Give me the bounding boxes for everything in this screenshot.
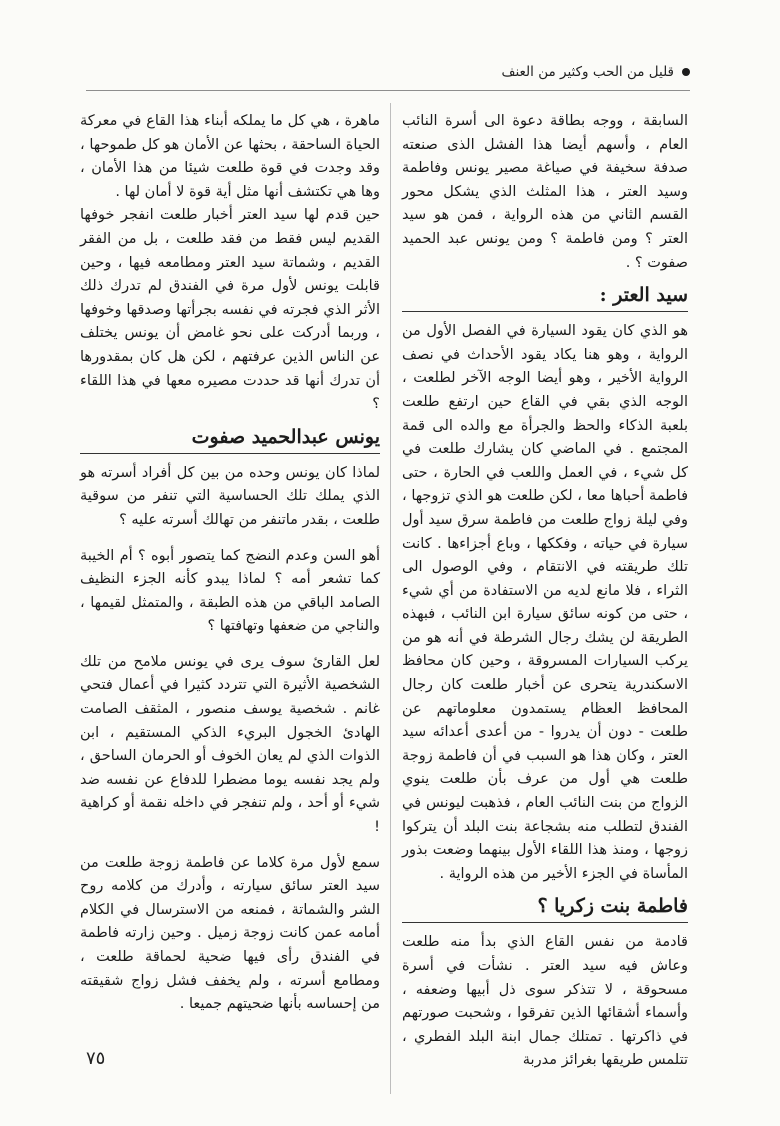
paragraph: لماذا كان يونس وحده من بين كل أفراد أسرته هو الذي يملك تلك الحساسية التي تنفر من سوقية طلعت ، بقدر ماتنفر من تهالك أسرته عليه ؟ [80, 464, 380, 528]
paragraph: حين قدم لها سيد العتر أخبار طلعت انفجر خوفها القديم ليس فقط من فقد طلعت ، بل من الفقر القديم ، وشماتة سيد العتر ومطامعه فيها ، وحين قابلت يونس لأول مرة في الفندق لم تدرك ذلك الأثر الذي فجرته في نفسه بجرأتها وصدقها وخوفها ، وربما أدركت على نحو غامض أن يونس يختلف عن الناس الذين عرفتهم ، لكن هل كان بمقدورها أن تدرك أنها قد حددت مصيره معها في هذا اللقاء ؟ [80, 207, 380, 413]
column-divider [390, 103, 391, 1094]
bullet-icon [682, 68, 690, 76]
paragraph: لعل القارئ سوف يرى في يونس ملامح من تلك الشخصية الأثيرة التي تتردد كثيرا في أعمال فتحي غانم . شخصية يوسف منصور ، المثقف الصامت الهادئ الخجول البريء الذكي المستقيم ، ابن الذوات الذي لم يعان الخوف أو الحرمان الساحق ، ولم يجد نفسه يوما مضطرا للدفاع عن نفسه ضد شيء أو أحد ، ولم تنفجر في داخله نقمة أو كراهية ! [80, 653, 380, 836]
section-heading: فاطمة بنت زكريا ؟ [402, 892, 688, 923]
paragraph: ماهرة ، هي كل ما يملكه أبناء هذا القاع في معركة الحياة الساحقة ، بحثها عن الأمان هو كل طموحها ، وقد وجدت في قوة طلعت شيئا من هذا الأمان ، وها هي تكتشف أنها مثل أية قوة لا أمان لها . [80, 113, 380, 200]
running-title: قليل من الحب وكثير من العنف [501, 64, 674, 80]
section-heading: يونس عبدالحميد صفوت [80, 423, 380, 454]
paragraph: سمع لأول مرة كلاما عن فاطمة زوجة طلعت من سيد العتر سائق سيارته ، وأدرك من كلامه روح الشر والشماتة ، فمنعه من الاسترسال في الكلام أمامه عمن كانت زوجة زميل . وحين زارته فاطمة في الفندق رأى فيها ضحية لحماقة طلعت ، ومطامع أسرته ، ولم يخفف فشل زواج شقيقته من إحساسه بأنها ضحيتهم جميعا . [80, 854, 380, 1013]
running-header [86, 64, 690, 91]
section-heading: سيد العتر : [402, 281, 688, 312]
page-number: ٧٥ [86, 1048, 106, 1069]
right-column [402, 110, 688, 1073]
left-column [80, 110, 380, 1017]
paragraph: أهو السن وعدم النضج كما يتصور أبوه ؟ أم الخيبة كما تشعر أمه ؟ لماذا يبدو كأنه الجزء النظيف الصامد الباقي من هذه الطبقة ، والمتمثل لقيمها ، والناجي من ضعفها وتهافتها ؟ [80, 547, 380, 635]
paragraph: قادمة من نفس القاع الذي بدأ منه طلعت وعاش فيه سيد العتر . نشأت في أسرة مسحوقة ، لا تتذكر سوى ذل أبيها وضعفه ، وأسماء أشقائها الذين تفرقوا ، وشحبت صورتهم في ذاكرتها . تمتلك جمال ابنة البلد الفطري ، تتلمس طريقها بغرائز مدربة [402, 934, 688, 1069]
paragraph: السابقة ، ووجه بطاقة دعوة الى أسرة النائب العام ، وأسهم أيضا هذا الفشل الذى صنعته صدفة سخيفة في صياغة مصير يونس وفاطمة وسيد العتر ، هذا المثلث الذي يشكل محور القسم الثاني من هذه الرواية ، فمن هو سيد العتر ؟ ومن فاطمة ؟ ومن يونس عبد الحميد صفوت ؟ . [402, 113, 688, 271]
paragraph: هو الذي كان يقود السيارة في الفصل الأول من الرواية ، وهو هنا يكاد يقود الأحداث في نصف الرواية الأخير ، وهو أيضا الوجه الآخر لطلعت ، الوجه الذي بقي في القاع حين ارتفع طلعت بلعبة الذكاء والحظ والجرأة مع والده الى قمة المجتمع . في الماضي كان يشارك طلعت في كل شيء ، في العمل واللعب في الحارة ، حتى فاطمة أحباها معا ، لكن طلعت هو الذي تزوجها ، وفي ليلة زواج طلعت من فاطمة سرق سيد أول سيارة في حياته ، وفككها ، وباع أجزاءها . كانت تلك طريقته في الانتقام ، وفي الوصول الى الثراء ، فلا مانع لديه من الاستفادة من أي شيء ، حتى من كونه سائق سيارة ابن النائب ، فبهذه الطريقة لن يشك رجال الشرطة في أنه هو من يركب السيارات المسروقة ، وحين كان محافظ الاسكندرية يتحرى عن أخبار طلعت كان رجال المحافظ العظام يستمدون معلوماتهم عن طلعت - دون أن يدروا - من أعدى أعدائه سيد العتر ، وكان هذا هو السبب في أن فاطمة زوجة طلعت هي أول من عرف بأن طلعت ينوي الزواج من بنت النائب العام ، فذهبت ليونس في الفندق لتطلب منه بشجاعة بنت البلد أن يتركوا زوجها ، ومنذ هذا اللقاء الأول بينهما وضعت بذور المأساة في الجزء الأخير من هذه الرواية . [402, 323, 688, 882]
